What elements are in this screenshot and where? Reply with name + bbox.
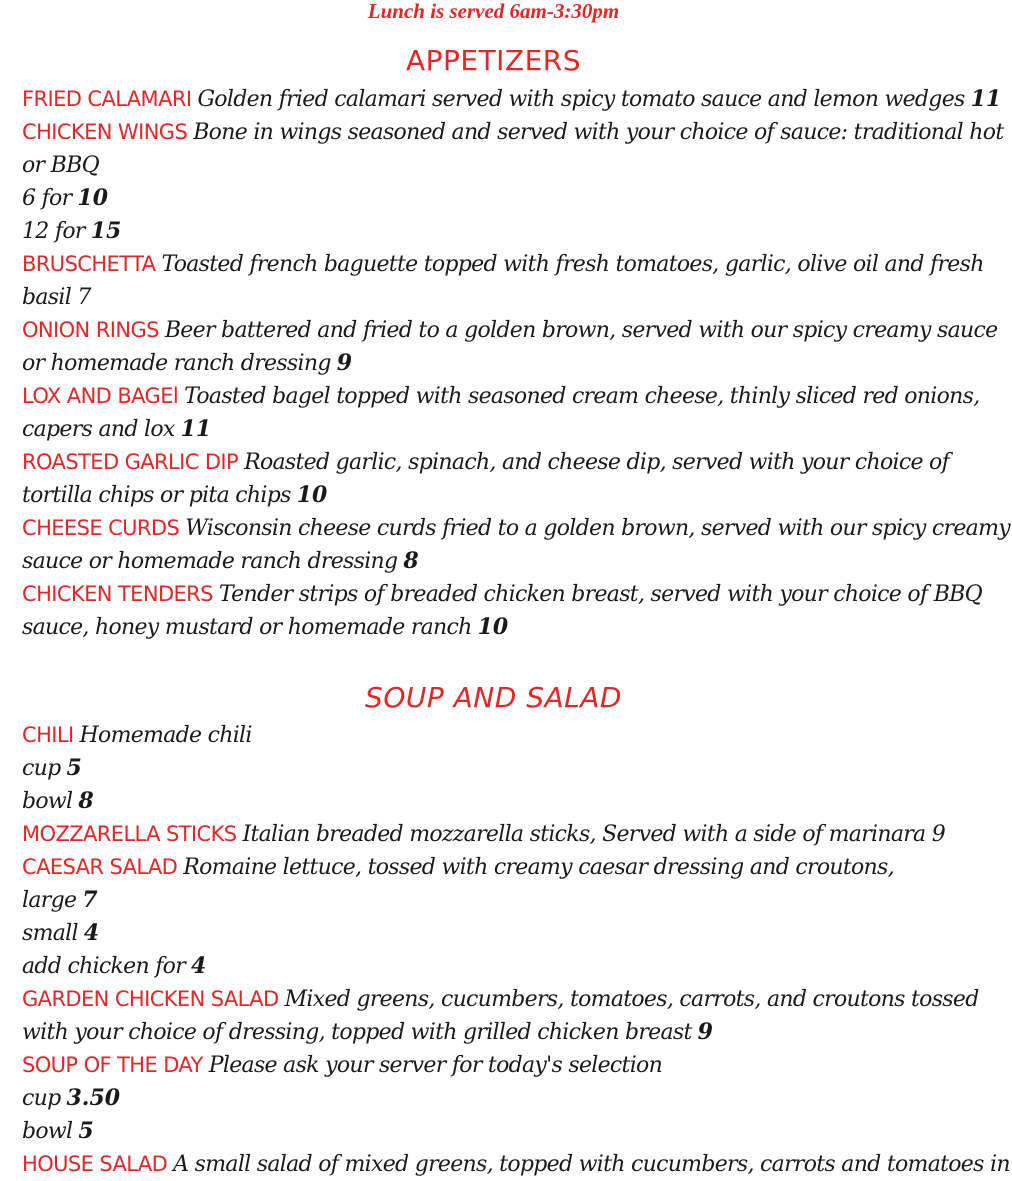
menu-item-price: 10 <box>296 482 328 508</box>
menu-item-description: sauce or homemade ranch dressing <box>22 549 398 574</box>
menu-line <box>22 950 1012 983</box>
menu-line <box>22 611 1012 644</box>
menu-item-description: cup <box>22 756 61 781</box>
menu-item-price: 10 <box>477 614 509 640</box>
menu-line <box>22 182 1012 215</box>
menu-line <box>22 785 1012 818</box>
menu-item-description: Please ask your server for today's selection <box>208 1053 663 1078</box>
menu-item-name: CAESAR SALAD <box>22 855 178 879</box>
menu-item-name: ROASTED GARLIC DIP <box>22 450 239 474</box>
menu-line <box>22 281 1012 314</box>
menu-item-description: sauce, honey mustard or homemade ranch <box>22 615 472 640</box>
menu-item-price: 3.50 <box>66 1085 121 1111</box>
menu-line <box>22 248 1012 281</box>
menu-item-description: Homemade chili <box>79 723 252 748</box>
menu-line <box>22 116 1012 149</box>
menu-item-price: 11 <box>970 86 1002 112</box>
menu-line <box>22 347 1012 380</box>
menu-item-description: Toasted french baguette topped with fresh tomatoes, garlic, olive oil and fresh <box>161 252 984 277</box>
menu-item-price: 15 <box>90 218 122 244</box>
menu-item-name: CHICKEN TENDERS <box>22 582 213 606</box>
menu-item-description: bowl <box>22 789 73 814</box>
menu-line <box>22 578 1012 611</box>
menu-item-description: 12 for <box>22 219 85 244</box>
menu-line <box>22 413 1012 446</box>
menu-line <box>22 1115 1012 1148</box>
menu-line <box>22 983 1012 1016</box>
menu-item-price: 4 <box>191 953 207 979</box>
menu-item-description: 6 for <box>22 186 72 211</box>
menu-item-name: CHICKEN WINGS <box>22 120 188 144</box>
menu-item-name: HOUSE SALAD <box>22 1152 168 1176</box>
menu-item-description: large <box>22 888 77 913</box>
menu-item-price: 5 <box>66 755 82 781</box>
soup-salad-list <box>22 719 1012 1181</box>
menu-item-price: 11 <box>180 416 212 442</box>
menu-item-description: Romaine lettuce, tossed with creamy caesar dressing and croutons, <box>183 855 894 880</box>
menu-line <box>22 851 1012 884</box>
menu-item-description: Tender strips of breaded chicken breast, served with your choice of BBQ <box>218 582 982 607</box>
menu-line <box>22 752 1012 785</box>
menu-item-description: bowl <box>22 1119 73 1144</box>
menu-item-description: Roasted garlic, spinach, and cheese dip, served with your choice of <box>244 450 950 475</box>
menu-line <box>22 215 1012 248</box>
menu-line <box>22 380 1012 413</box>
appetizers-heading: APPETIZERS <box>405 44 582 77</box>
menu-item-description: or homemade ranch dressing <box>22 351 331 376</box>
menu-item-description: A small salad of mixed greens, topped with cucumbers, carrots and tomatoes in <box>173 1152 1010 1177</box>
menu-line <box>22 479 1012 512</box>
menu-item-price: 7 <box>82 887 98 913</box>
menu-line <box>22 512 1012 545</box>
menu-line <box>22 314 1012 347</box>
menu-item-description: Wisconsin cheese curds fried to a golden brown, served with our spicy creamy <box>185 516 1010 541</box>
menu-item-name: FRIED CALAMARI <box>22 87 192 111</box>
menu-line <box>22 818 1012 851</box>
menu-item-description: Beer battered and fried to a golden brown, served with our spicy creamy sauce <box>164 318 998 343</box>
menu-line <box>22 1049 1012 1082</box>
menu-line <box>22 884 1012 917</box>
appetizers-list <box>22 83 1012 644</box>
menu-item-price: 5 <box>78 1118 94 1144</box>
menu-item-price: 8 <box>78 788 94 814</box>
menu-item-name: ONION RINGS <box>22 318 159 342</box>
menu-item-price: 9 <box>336 350 353 376</box>
menu-item-price: 10 <box>77 185 109 211</box>
menu-item-description: cup <box>22 1086 61 1111</box>
menu-line <box>22 1082 1012 1115</box>
menu-item-name: MOZZARELLA STICKS <box>22 822 237 846</box>
menu-line <box>22 83 1012 116</box>
menu-line <box>22 545 1012 578</box>
menu-item-name: LOX AND BAGEl <box>22 384 179 408</box>
menu-item-price: 9 <box>697 1019 713 1045</box>
menu-item-name: BRUSCHETTA <box>22 252 156 276</box>
menu-line <box>22 917 1012 950</box>
menu-item-description: capers and lox <box>22 417 175 442</box>
menu-line <box>22 1016 1012 1049</box>
menu-item-description: Bone in wings seasoned and served with your choice of sauce: traditional hot <box>193 120 1004 145</box>
menu-item-name: CHEESE CURDS <box>22 516 180 540</box>
menu-item-description: tortilla chips or pita chips <box>22 483 291 508</box>
menu-line <box>22 1148 1012 1181</box>
menu-item-description: Italian breaded mozzarella sticks, Served with a side of marinara 9 <box>242 822 946 847</box>
menu-item-price: 4 <box>83 920 100 946</box>
menu-line <box>22 149 1012 182</box>
menu-item-description: or BBQ <box>22 153 99 178</box>
menu-item-description: Golden fried calamari served with spicy tomato sauce and lemon wedges <box>197 87 965 112</box>
menu-line <box>22 446 1012 479</box>
menu-item-description: small <box>22 921 78 946</box>
menu-item-description: Mixed greens, cucumbers, tomatoes, carrots, and croutons tossed <box>284 987 979 1012</box>
menu-line <box>22 719 1012 752</box>
menu-item-name: SOUP OF THE DAY <box>22 1053 203 1077</box>
menu-item-description: Toasted bagel topped with seasoned cream cheese, thinly sliced red onions, <box>184 384 980 409</box>
soup-salad-heading: SOUP AND SALAD <box>365 681 622 714</box>
menu-item-description: basil 7 <box>22 285 91 310</box>
menu-item-name: GARDEN CHICKEN SALAD <box>22 987 279 1011</box>
menu-item-price: 8 <box>403 548 419 574</box>
menu-item-name: CHILI <box>22 723 74 747</box>
lunch-hours-note: Lunch is served 6am-3:30pm <box>367 0 620 23</box>
menu-item-description: add chicken for <box>22 954 186 979</box>
menu-item-description: with your choice of dressing, topped with grilled chicken breast <box>22 1020 692 1045</box>
